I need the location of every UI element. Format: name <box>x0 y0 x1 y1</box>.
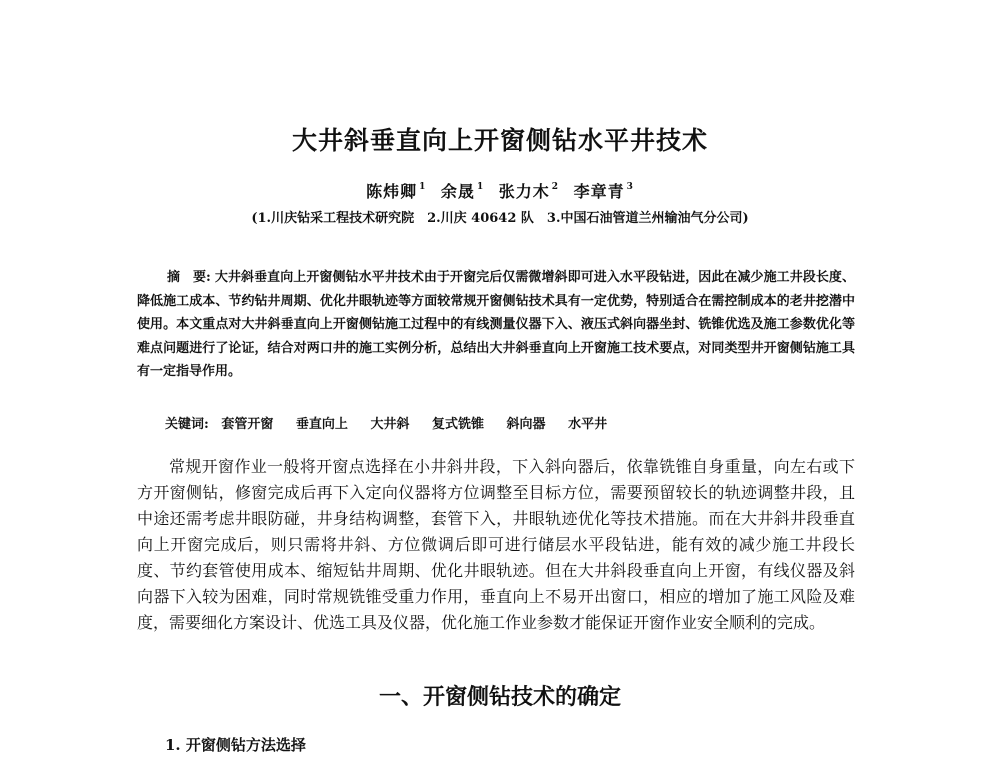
keyword: 水平井 <box>568 417 608 432</box>
author <box>441 176 484 203</box>
keyword: 斜向器 <box>506 417 546 432</box>
keyword: 垂直向上 <box>295 417 348 432</box>
keyword: 套管开窗 <box>221 417 274 432</box>
keyword: 大井斜 <box>370 417 410 432</box>
keyword: 复式铣锥 <box>431 417 484 432</box>
author-affiliation-mark: 1 <box>476 182 485 192</box>
author-affiliation-mark: 3 <box>626 182 634 192</box>
keywords <box>165 414 617 436</box>
abstract-label: 摘 要: <box>167 270 211 285</box>
author-name: 余晟 <box>440 182 475 201</box>
keywords-label: 关键词: <box>165 417 209 432</box>
author-name: 李章青 <box>573 182 625 201</box>
abstract <box>137 266 855 384</box>
affiliations: (1.川庆钻采工程技术研究院 2.川庆 40642 队 3.中国石油管道兰州输油气分公司) <box>251 211 749 226</box>
section-heading: 一、开窗侧钻技术的确定 <box>378 685 621 710</box>
author-affiliation-mark: 1 <box>419 182 427 192</box>
author-affiliation-mark: 2 <box>551 182 560 192</box>
abstract-text: 大井斜垂直向上开窗侧钻水平井技术由于开窗完后仅需微增斜即可进入水平段钻进，因此在减少施工井段长度、降低施工成本、节约钻井周期、优化井眼轨迹等方面较常规开窗侧钻技术具有一定优势，特别适合在需控制成本的老井挖潜中使用。本文重点对大井斜垂直向上开窗侧钻施工过程中的有线测量仪器下入、液压式斜向器坐封、铣锥优选及施工参数优化等难点问题进行了论证，结合对两口井的施工实例分析，总结出大井斜垂直向上开窗施工技术要点，对同类型井开窗侧钻施工具有一定指导作用。 <box>137 270 855 380</box>
author-list <box>0 176 1000 203</box>
author-name: 张力木 <box>498 182 550 201</box>
subsection-heading: 1. 开窗侧钻方法选择 <box>165 736 306 754</box>
author-name: 陈炜卿 <box>366 182 418 201</box>
author <box>499 176 559 203</box>
paper-title: 大井斜垂直向上开窗侧钻水平井技术 <box>291 126 708 155</box>
author <box>574 176 634 203</box>
author <box>366 176 426 203</box>
body-paragraph: 常规开窗作业一般将开窗点选择在小井斜井段，下入斜向器后，依靠铣锥自身重量，向左右或下方开窗侧钻，修窗完成后再下入定向仪器将方位调整至目标方位，需要预留较长的轨迹调整井段，且中途还需考虑井眼防碰，井身结构调整，套管下入，井眼轨迹优化等技术措施。而在大井斜井段垂直向上开窗完成后，则只需将井斜、方位微调后即可进行储层水平段钻进，能有效的减少施工井段长度、节约套管使用成本、缩短钻井周期、优化井眼轨迹。但在大井斜段垂直向上开窗，有线仪器及斜向器下入较为困难，同时常规铣锥受重力作用，垂直向上不易开出窗口，相应的增加了施工风险及难度，需要细化方案设计、优选工具及仪器，优化施工作业参数才能保证开窗作业安全顺利的完成。 <box>137 457 855 632</box>
